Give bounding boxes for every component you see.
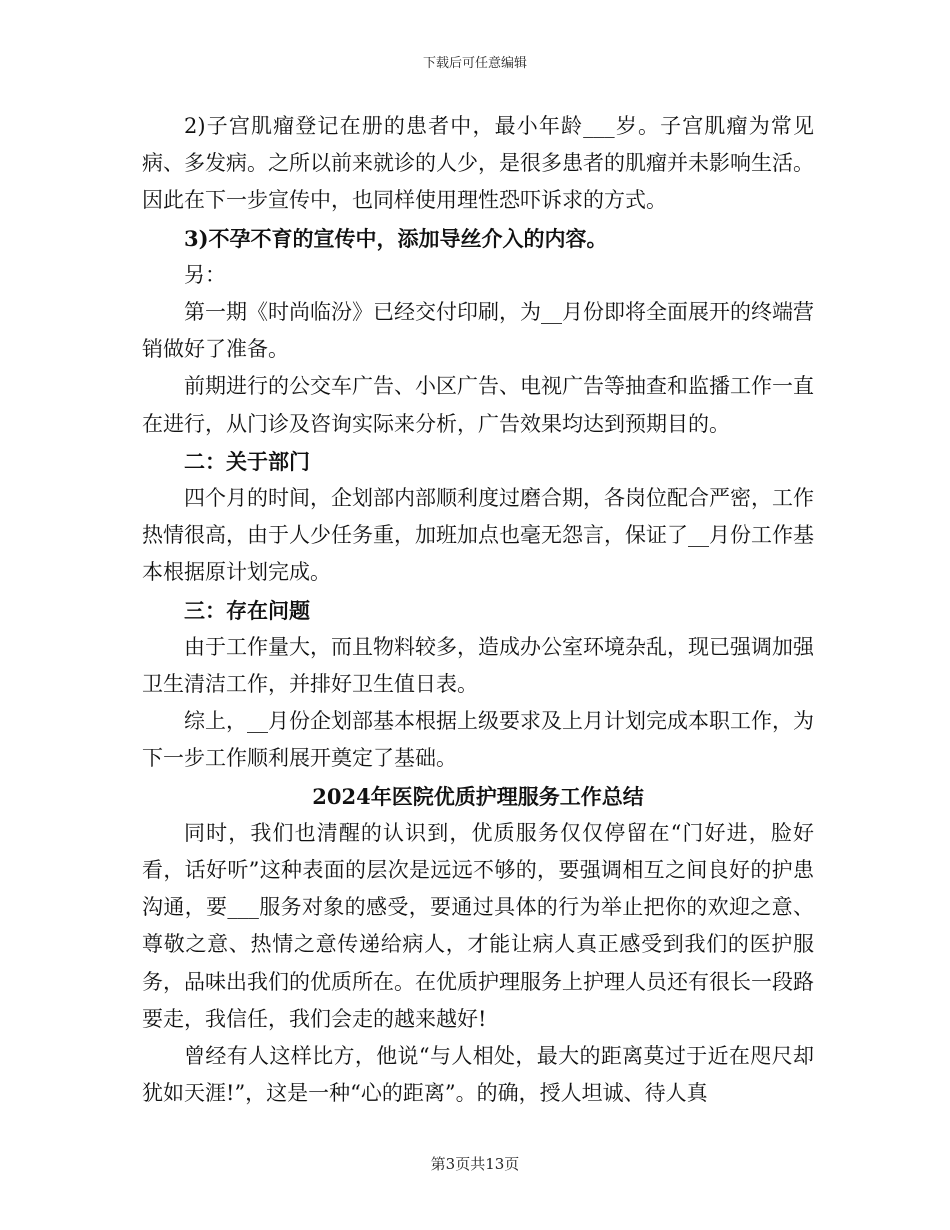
- section-heading-department: 二：关于部门: [184, 448, 310, 474]
- document-body: [142, 108, 814, 1112]
- paragraph-magazine: 第一期《时尚临汾》已经交付印刷，为__月份即将全面展开的终端营销做好了准备。: [142, 300, 814, 362]
- paragraph-distance: 曾经有人这样比方，他说“与人相处，最大的距离莫过于近在咫尺却犹如天涯!”，这是一种“心的距离”。的确，授人坦诚、待人真: [142, 1044, 814, 1106]
- page-header: 下载后可任意编辑: [422, 56, 527, 71]
- document-title: 2024年医院优质护理服务工作总结: [312, 783, 644, 809]
- paragraph-fibroid: 2)子宫肌瘤登记在册的患者中，最小年龄___岁。子宫肌瘤为常见病、多发病。之所以前来就诊的人少，是很多患者的肌瘤并未影响生活。因此在下一步宣传中，也同样使用理性恐吓诉求的方式。: [142, 114, 814, 213]
- page-footer: 第3页共13页: [430, 1155, 520, 1173]
- paragraph-infertility: 3)不孕不育的宣传中，添加导丝介入的内容。: [184, 225, 608, 251]
- section-heading-problems: 三：存在问题: [184, 597, 310, 623]
- paragraph-ads: 前期进行的公交车广告、小区广告、电视广告等抽查和监播工作一直在进行，从门诊及咨询实际来分析，广告效果均达到预期目的。: [142, 374, 814, 436]
- paragraph-department: 四个月的时间，企划部内部顺利度过磨合期，各岗位配合严密，工作热情很高，由于人少任务重，加班加点也毫无怨言，保证了__月份工作基本根据原计划完成。: [142, 486, 814, 585]
- paragraph-also: 另：: [184, 262, 226, 287]
- paragraph-problems: 由于工作量大，而且物料较多，造成办公室环境杂乱，现已强调加强卫生清洁工作，并排好卫生值日表。: [142, 634, 814, 697]
- paragraph-quality-service: 同时，我们也清醒的认识到，优质服务仅仅停留在“门好进，脸好看，话好听”这种表面的层次是远远不够的，要强调相互之间良好的护患沟通，要___服务对象的感受，要通过具体的行为举止把你的欢迎之意、尊敬之意、热情之意传递给病人，才能让病人真正感受到我们的医护服务，品味出我们的优质所在。在优质护理服务上护理人员还有很长一段路要走，我信任，我们会走的越来越好!: [142, 820, 814, 1031]
- paragraph-summary: 综上，__月份企划部基本根据上级要求及上月计划完成本职工作，为下一步工作顺利展开奠定了基础。: [142, 709, 814, 771]
